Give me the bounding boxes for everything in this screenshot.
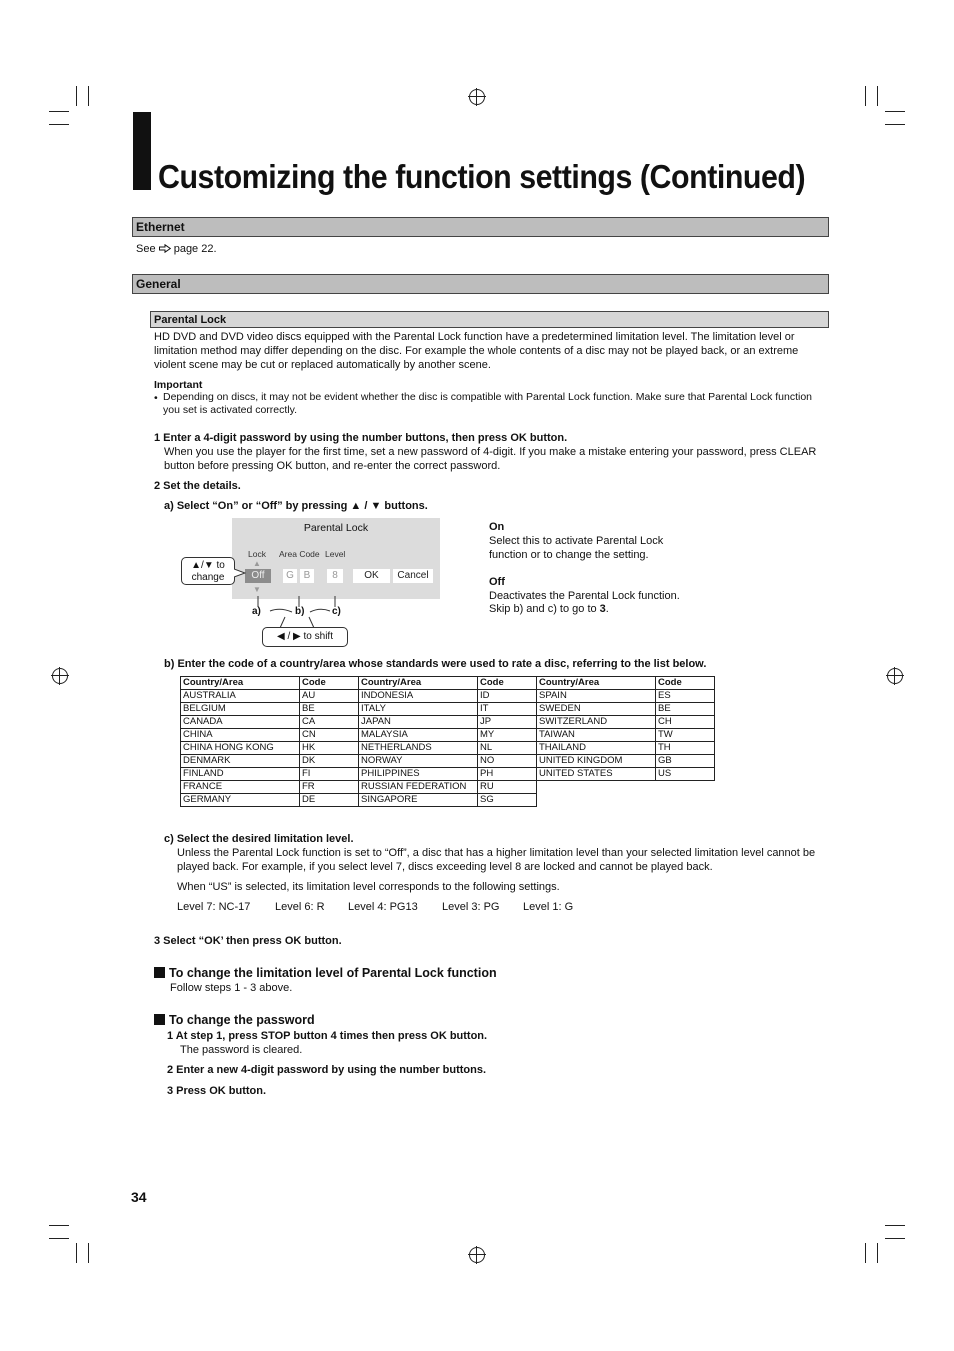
step2c-us-note: When “US” is selected, its limitation level corresponds to the following settings. <box>177 881 560 893</box>
country-name-cell: NORWAY <box>359 755 478 768</box>
table-row <box>537 729 715 742</box>
country-code-cell: MY <box>478 729 537 742</box>
country-table-3 <box>536 676 715 781</box>
crop-mark <box>885 124 905 125</box>
see-page: page 22. <box>173 243 217 255</box>
crop-mark <box>885 1225 905 1226</box>
menu-level-value[interactable]: 8 <box>327 569 343 583</box>
see-prefix: See <box>136 243 156 255</box>
change-level-heading-text: To change the limitation level of Parental Lock function <box>169 966 497 980</box>
off-desc-1: Deactivates the Parental Lock function. <box>489 590 680 602</box>
level-1: Level 7: NC-17 <box>177 901 251 913</box>
country-code-cell: FI <box>300 768 359 781</box>
off-desc-end: . <box>605 603 609 615</box>
header-code: Code <box>656 677 715 690</box>
level-2: Level 6: R <box>275 901 325 913</box>
table-row <box>181 690 359 703</box>
crop-mark <box>877 86 878 106</box>
level-3: Level 4: PG13 <box>348 901 418 913</box>
table-row <box>181 742 359 755</box>
change-password-heading-text: To change the password <box>169 1013 315 1027</box>
level-4: Level 3: PG <box>442 901 500 913</box>
country-code-cell: CH <box>656 716 715 729</box>
table-row <box>359 742 537 755</box>
step2b-title: b) Enter the code of a country/area whose standards were used to rate a disc, referring to the list below. <box>164 658 707 670</box>
callout-change-text: ▲/▼ to change <box>191 560 225 583</box>
menu-lock-value[interactable]: Off <box>245 569 271 583</box>
country-name-cell: SINGAPORE <box>359 794 478 807</box>
step2c-body: Unless the Parental Lock function is set to “Off”, a disc that has a higher limitation level than your selected limitation level cannot be played back. For example, if you select level 7, discs exceeding level 8 are locked and cannot be played back. <box>177 847 816 873</box>
mark-b: b) <box>295 606 305 617</box>
crop-mark <box>865 1243 866 1263</box>
country-code-cell: RU <box>478 781 537 794</box>
table-header-row <box>537 677 715 690</box>
step1-body: When you use the player for the first time, set a new password of 4-digit. If you make a mistake entering your password, press CLEAR button before pressing OK button, and re-enter the correct password. <box>164 446 817 472</box>
table-row <box>537 690 715 703</box>
page-title: Customizing the function settings (Continued) <box>158 158 806 195</box>
ethernet-see-reference <box>136 242 217 256</box>
country-name-cell: JAPAN <box>359 716 478 729</box>
crop-mark <box>88 86 89 106</box>
country-name-cell: FRANCE <box>181 781 300 794</box>
country-name-cell: CHINA HONG KONG <box>181 742 300 755</box>
country-code-cell: PH <box>478 768 537 781</box>
change-password-heading <box>154 1013 315 1027</box>
change-password-step3: 3 Press OK button. <box>167 1085 267 1097</box>
table-row <box>359 716 537 729</box>
country-name-cell: RUSSIAN FEDERATION <box>359 781 478 794</box>
menu-col-lock: Lock <box>248 549 266 559</box>
country-code-cell: FR <box>300 781 359 794</box>
menu-up-arrow-icon: ▲ <box>253 559 261 568</box>
country-code-cell: CN <box>300 729 359 742</box>
change-password-step1-body: The password is cleared. <box>180 1044 303 1056</box>
country-name-cell: CANADA <box>181 716 300 729</box>
table-row <box>359 781 537 794</box>
crop-mark <box>76 1243 77 1263</box>
table-row <box>181 703 359 716</box>
table-header-row <box>181 677 359 690</box>
step2-title: 2 Set the details. <box>154 480 241 492</box>
country-name-cell: SWITZERLAND <box>537 716 656 729</box>
country-code-cell: TH <box>656 742 715 755</box>
table-row <box>537 716 715 729</box>
table-row <box>537 755 715 768</box>
country-code-cell: NO <box>478 755 537 768</box>
table-row <box>181 794 359 807</box>
header-code: Code <box>478 677 537 690</box>
country-name-cell: SWEDEN <box>537 703 656 716</box>
country-code-cell: CA <box>300 716 359 729</box>
menu-ok-button[interactable]: OK <box>353 569 390 583</box>
important-label: Important <box>154 379 203 391</box>
section-heading-general: General <box>132 274 829 294</box>
callout-change <box>181 557 235 585</box>
off-desc-2-text: Skip b) and c) to go to <box>489 603 600 615</box>
crop-mark <box>877 1243 878 1263</box>
change-password-step2: 2 Enter a new 4-digit password by using the number buttons. <box>167 1064 487 1076</box>
menu-down-arrow-icon: ▼ <box>253 585 261 594</box>
country-name-cell: INDONESIA <box>359 690 478 703</box>
off-label: Off <box>489 576 505 588</box>
country-name-cell: UNITED KINGDOM <box>537 755 656 768</box>
square-bullet-icon <box>154 1014 165 1025</box>
header-country-area: Country/Area <box>537 677 656 690</box>
country-name-cell: UNITED STATES <box>537 768 656 781</box>
arrow-right-icon <box>159 243 171 252</box>
table-row <box>181 781 359 794</box>
step3-title: 3 Select “OK’ then press OK button. <box>154 935 342 947</box>
country-table-1 <box>180 676 359 807</box>
country-name-cell: FINLAND <box>181 768 300 781</box>
country-code-cell: TW <box>656 729 715 742</box>
header-code: Code <box>300 677 359 690</box>
table-row <box>537 742 715 755</box>
country-code-cell: DK <box>300 755 359 768</box>
callout-shift-text: ◀ / ▶ to shift <box>277 631 333 642</box>
parental-lock-intro: HD DVD and DVD video discs equipped with the Parental Lock function have a predetermined limitation level. The limitation level or limitation method may differ depending on the disc. For example the whole contents of a disc may not be played back, or an extreme violent scene may be cut or replaced automatically by another scene. <box>154 331 799 371</box>
change-password-step1: 1 At step 1, press STOP button 4 times then press OK button. <box>167 1030 488 1042</box>
country-code-cell: AU <box>300 690 359 703</box>
square-bullet-icon <box>154 967 165 978</box>
section-heading-ethernet: Ethernet <box>132 217 829 237</box>
country-name-cell: AUSTRALIA <box>181 690 300 703</box>
country-table-2 <box>358 676 537 807</box>
table-row <box>181 768 359 781</box>
country-name-cell: PHILIPPINES <box>359 768 478 781</box>
crop-mark <box>885 111 905 112</box>
off-desc-2 <box>489 602 609 616</box>
crop-mark <box>49 111 69 112</box>
step2a-title: a) Select “On” or “Off” by pressing ▲ / ▼ buttons. <box>164 500 428 512</box>
table-row <box>359 703 537 716</box>
country-name-cell: CHINA <box>181 729 300 742</box>
mark-a: a) <box>252 606 261 617</box>
country-code-cell: ES <box>656 690 715 703</box>
header-country-area: Country/Area <box>359 677 478 690</box>
country-name-cell: THAILAND <box>537 742 656 755</box>
country-code-cell: SG <box>478 794 537 807</box>
country-code-cell: BE <box>656 703 715 716</box>
subsection-heading-parental-lock: Parental Lock <box>150 311 829 328</box>
country-code-cell: HK <box>300 742 359 755</box>
crop-mark <box>49 1225 69 1226</box>
menu-cancel-button[interactable]: Cancel <box>393 569 433 583</box>
country-code-cell: BE <box>300 703 359 716</box>
country-code-cell: ID <box>478 690 537 703</box>
parental-lock-menu-screen <box>232 518 440 599</box>
mark-c: c) <box>332 606 341 617</box>
change-level-body: Follow steps 1 - 3 above. <box>170 982 293 994</box>
step1-title: 1 Enter a 4-digit password by using the number buttons, then press OK button. <box>154 432 568 444</box>
country-code-cell: NL <box>478 742 537 755</box>
country-code-cell: IT <box>478 703 537 716</box>
crop-mark <box>49 1238 69 1239</box>
table-row <box>181 716 359 729</box>
table-row <box>359 768 537 781</box>
table-row <box>359 729 537 742</box>
country-name-cell: DENMARK <box>181 755 300 768</box>
country-name-cell: MALAYSIA <box>359 729 478 742</box>
registration-mark-right <box>887 668 903 684</box>
title-accent-bar <box>133 112 151 190</box>
callout-shift <box>262 627 348 647</box>
menu-area-code-2[interactable]: B <box>300 569 314 583</box>
country-name-cell: GERMANY <box>181 794 300 807</box>
country-name-cell: NETHERLANDS <box>359 742 478 755</box>
crop-mark <box>88 1243 89 1263</box>
country-code-cell: JP <box>478 716 537 729</box>
change-level-heading <box>154 966 497 980</box>
on-desc: Select this to activate Parental Lock function or to change the setting. <box>489 535 664 561</box>
table-row <box>537 703 715 716</box>
level-5: Level 1: G <box>523 901 574 913</box>
country-name-cell: SPAIN <box>537 690 656 703</box>
menu-col-level: Level <box>325 549 346 559</box>
country-name-cell: TAIWAN <box>537 729 656 742</box>
table-row <box>359 755 537 768</box>
menu-title: Parental Lock <box>303 522 369 534</box>
on-label: On <box>489 521 505 533</box>
crop-mark <box>865 86 866 106</box>
crop-mark <box>885 1238 905 1239</box>
table-row <box>359 794 537 807</box>
table-row <box>181 755 359 768</box>
country-name-cell: BELGIUM <box>181 703 300 716</box>
step2c-title: c) Select the desired limitation level. <box>164 833 354 845</box>
crop-mark <box>49 124 69 125</box>
registration-mark-bottom <box>469 1247 485 1263</box>
table-row <box>359 690 537 703</box>
table-row <box>537 768 715 781</box>
country-code-cell: US <box>656 768 715 781</box>
header-country-area: Country/Area <box>181 677 300 690</box>
menu-area-code-1[interactable]: G <box>283 569 297 583</box>
important-bullet-dot: • <box>154 392 158 404</box>
table-row <box>181 729 359 742</box>
crop-mark <box>76 86 77 106</box>
important-bullet-text: Depending on discs, it may not be evident whether the disc is compatible with Parental Lock function. Make sure that Parental Lock function you set is activated correctly. <box>163 391 813 416</box>
table-header-row <box>359 677 537 690</box>
registration-mark-left <box>52 668 68 684</box>
page-number: 34 <box>131 1189 147 1205</box>
country-code-cell: GB <box>656 755 715 768</box>
menu-col-area-code: Area Code <box>279 549 320 559</box>
callout-change-pointer <box>234 568 246 578</box>
off-desc-step: 3 <box>599 603 606 615</box>
registration-mark-top <box>469 89 485 105</box>
country-name-cell: ITALY <box>359 703 478 716</box>
country-code-cell: DE <box>300 794 359 807</box>
